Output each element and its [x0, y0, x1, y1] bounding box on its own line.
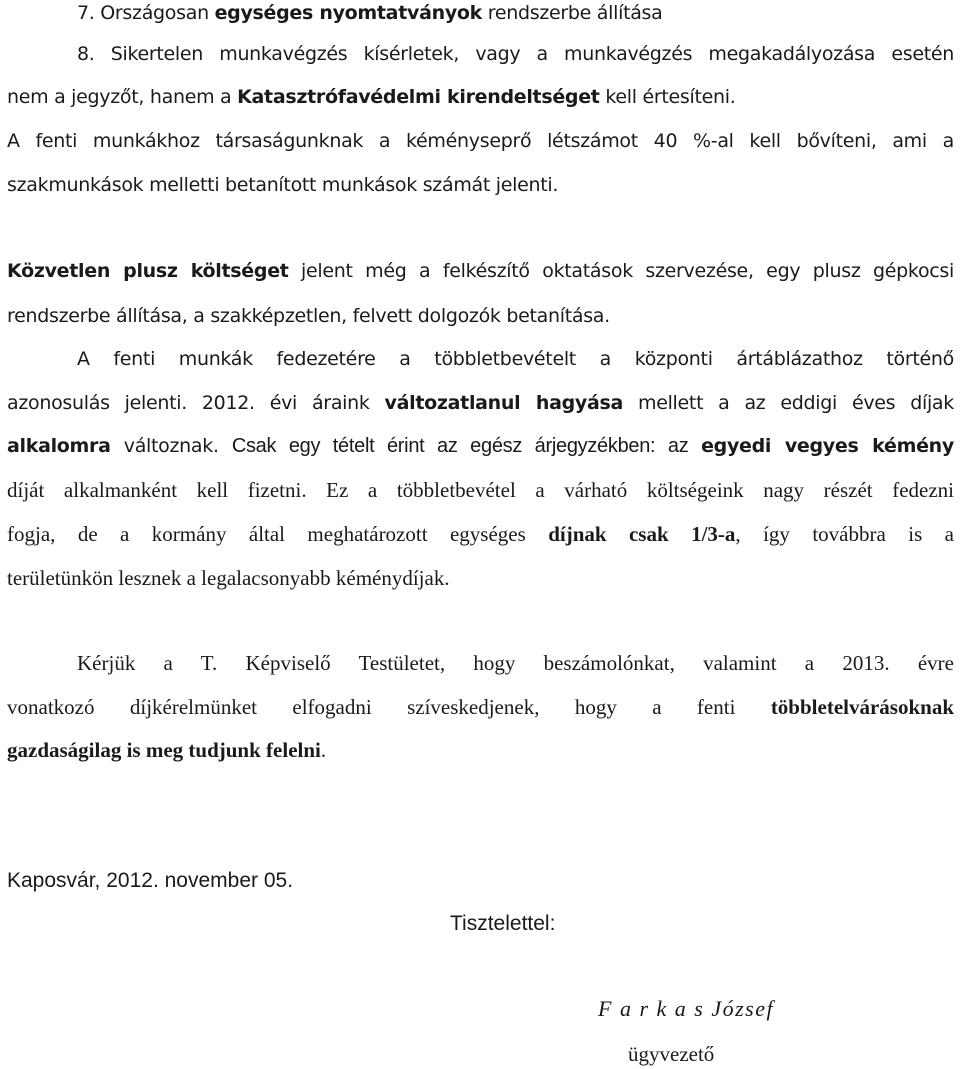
list-item-7-text-end: rendszerbe állítása	[482, 2, 663, 24]
paragraph-3-line-1	[7, 346, 954, 372]
request-text-3: .	[320, 738, 327, 762]
paragraph-3-text-4: díját alkalmanként kell fizetni. Ez a többletbevétel a várható költségeink nagy részét fedezni	[7, 478, 954, 502]
request-line-1	[7, 650, 954, 676]
list-item-8-line-1	[7, 41, 954, 67]
paragraph-3-text-5b: , így továbbra is a	[735, 522, 954, 546]
list-item-7	[7, 0, 954, 26]
greeting-text: Tisztelettel:	[450, 912, 556, 935]
paragraph-3-text-5a: fogja, de a kormány által meghatározott egységes	[7, 522, 549, 546]
paragraph-3-line-5	[7, 521, 954, 547]
list-item-7-bold: egységes nyomtatványok	[214, 2, 482, 24]
paragraph-3-bold-2: alkalomra	[7, 435, 111, 457]
request-bold-1: többletelvárásoknak	[770, 695, 954, 719]
signatory-title-text: ügyvezető	[628, 1042, 715, 1066]
paragraph-3-line-6	[7, 565, 954, 591]
list-item-7-text: 7. Országosan	[77, 2, 215, 24]
greeting	[450, 911, 555, 937]
paragraph-3-text-2a: azonosulás jelenti. 2012. évi áraink	[7, 392, 385, 414]
paragraph-2-line-1	[7, 258, 954, 284]
list-item-8-bold: Katasztrófavédelmi kirendeltséget	[237, 86, 600, 108]
paragraph-3-text-3a: változnak.	[110, 435, 232, 457]
paragraph-3-bold-4: díjnak csak 1/3-a	[548, 522, 736, 546]
paragraph-1-text-1: A fenti munkákhoz társaságunknak a kéményseprő létszámot 40 %-al kell bővíteni, ami a	[7, 130, 954, 152]
signature	[598, 996, 774, 1022]
paragraph-1-text-2: szakmunkások melletti betanított munkások számát jelenti.	[7, 174, 559, 196]
paragraph-3-text-3b: Csak egy tételt érint az egész árjegyzékben: az	[231, 435, 702, 457]
request-line-2	[7, 694, 954, 720]
request-text-2: vonatkozó díjkérelmünket elfogadni szíveskedjenek, hogy a fenti	[7, 695, 771, 719]
list-item-8-text-end: kell értesíteni.	[599, 86, 736, 108]
paragraph-3-line-3	[7, 433, 954, 459]
paragraph-3-text-1: A fenti munkák fedezetére a többletbevételt a központi ártáblázathoz történő	[77, 348, 954, 370]
paragraph-3-line-4	[7, 477, 954, 503]
signature-text: F a r k a s József	[598, 996, 775, 1021]
paragraph-1-line-1	[7, 128, 954, 154]
list-item-8-line-2	[7, 84, 954, 110]
paragraph-3-bold-3: egyedi vegyes kémény	[701, 435, 954, 457]
place-date	[7, 868, 954, 894]
request-bold-2: gazdaságilag is meg tudjunk felelni	[7, 738, 321, 762]
paragraph-2-text-1: jelent még a felkészítő oktatások szervezése, egy plusz gépkocsi	[288, 260, 954, 282]
signatory-title	[628, 1041, 714, 1067]
paragraph-1-line-2	[7, 172, 954, 198]
list-item-8-text: 8. Sikertelen munkavégzés kísérletek, vagy a munkavégzés megakadályozása esetén	[77, 43, 954, 65]
request-line-3	[7, 737, 954, 763]
request-text-1: Kérjük a T. Képviselő Testületet, hogy beszámolónkat, valamint a 2013. évre	[77, 651, 954, 675]
paragraph-2-text-2: rendszerbe állítása, a szakképzetlen, felvett dolgozók betanítása.	[7, 305, 610, 327]
paragraph-3-text-6: területünkön lesznek a legalacsonyabb kéménydíjak.	[7, 566, 450, 590]
place-date-text: Kaposvár, 2012. november 05.	[7, 869, 294, 892]
paragraph-3-text-2b: mellett a az eddigi éves díjak	[623, 392, 954, 414]
paragraph-2-line-2	[7, 303, 954, 329]
list-item-8-text-2: nem a jegyzőt, hanem a	[7, 86, 238, 108]
paragraph-2-bold: Közvetlen plusz költséget	[7, 260, 289, 282]
paragraph-3-bold-1: változatlanul hagyása	[384, 392, 624, 414]
paragraph-3-line-2	[7, 390, 954, 416]
